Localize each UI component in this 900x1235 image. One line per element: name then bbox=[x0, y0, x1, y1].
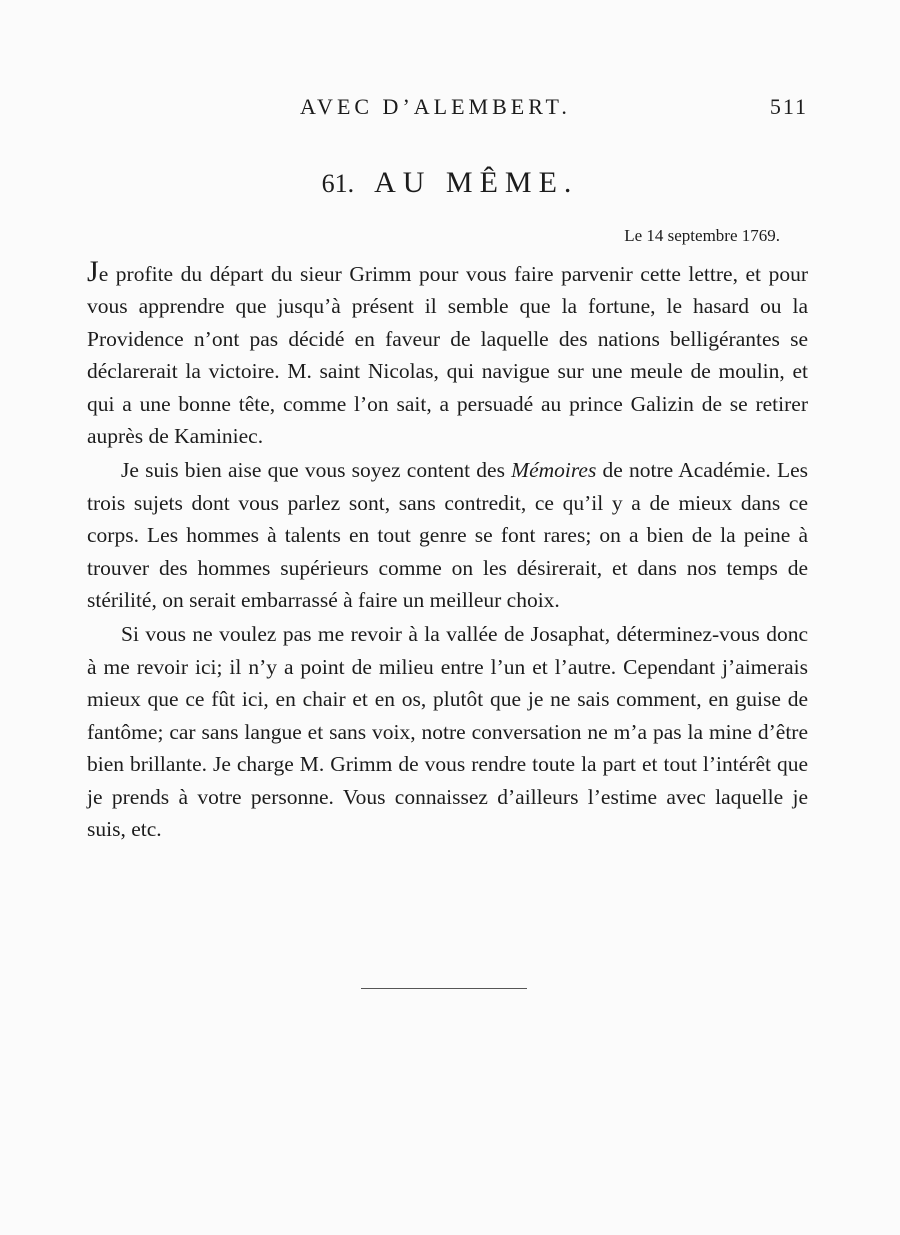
paragraph-3 bbox=[87, 618, 808, 845]
letter-number: 61. bbox=[321, 169, 355, 198]
paragraph-2-text-end: de notre Académie. Les trois sujets dont vous parlez sont, sans contredit, ce qu’il y a de mieux dans ce corps. Les hommes à talents en tout genre se font rares; on a bien de la peine à trouver des hommes supérieurs comme on les désirerait, et dans nos temps de stérilité, on serait embarrassé à faire un meilleur choix. bbox=[87, 458, 808, 613]
running-head bbox=[0, 94, 900, 126]
paragraph-1-text: e profite du départ du sieur Grimm pour vous faire parvenir cette lettre, et pour vous apprendre que jusqu’à présent il semble que la fortune, le hasard ou la Providence n’ont pas décidé en faveur de laquelle des nations belligérantes se déclarerait la victoire. M. saint Nicolas, qui navigue sur une meule de moulin, et qui a une bonne tête, comme l’on sait, a persuadé au prince Galizin de se retirer auprès de Kaminiec. bbox=[87, 262, 808, 449]
closing-rule bbox=[361, 988, 527, 989]
letter-heading bbox=[0, 166, 900, 200]
memoires-title: Mémoires bbox=[511, 458, 597, 483]
letter-date: Le 14 septembre 1769. bbox=[624, 226, 780, 245]
paragraph-1 bbox=[87, 255, 808, 452]
letter-body bbox=[87, 255, 808, 847]
page-number: 511 bbox=[769, 94, 808, 119]
initial-letter: J bbox=[87, 255, 99, 288]
letter-title: AU MÊME. bbox=[374, 166, 579, 199]
paragraph-3-text: Si vous ne voulez pas me revoir à la vallée de Josaphat, déterminez-vous donc à me revoir ici; il n’y a point de milieu entre l’un et l’autre. Cependant j’aimerais mieux que ce fût ici, en chair et en os, plutôt que je ne sais comment, en guise de fantôme; car sans langue et sans voix, notre conversation ne m’a pas la mine d’être bien brillante. Je charge M. Grimm de vous rendre toute la part et tout l’intérêt que je prends à votre personne. Vous connaissez d’ailleurs l’estime avec laquelle je suis, etc. bbox=[87, 622, 808, 841]
running-title: AVEC D’ALEMBERT. bbox=[300, 94, 571, 119]
paragraph-2-text-start: Je suis bien aise que vous soyez content des bbox=[121, 458, 512, 483]
paragraph-2 bbox=[87, 454, 808, 616]
